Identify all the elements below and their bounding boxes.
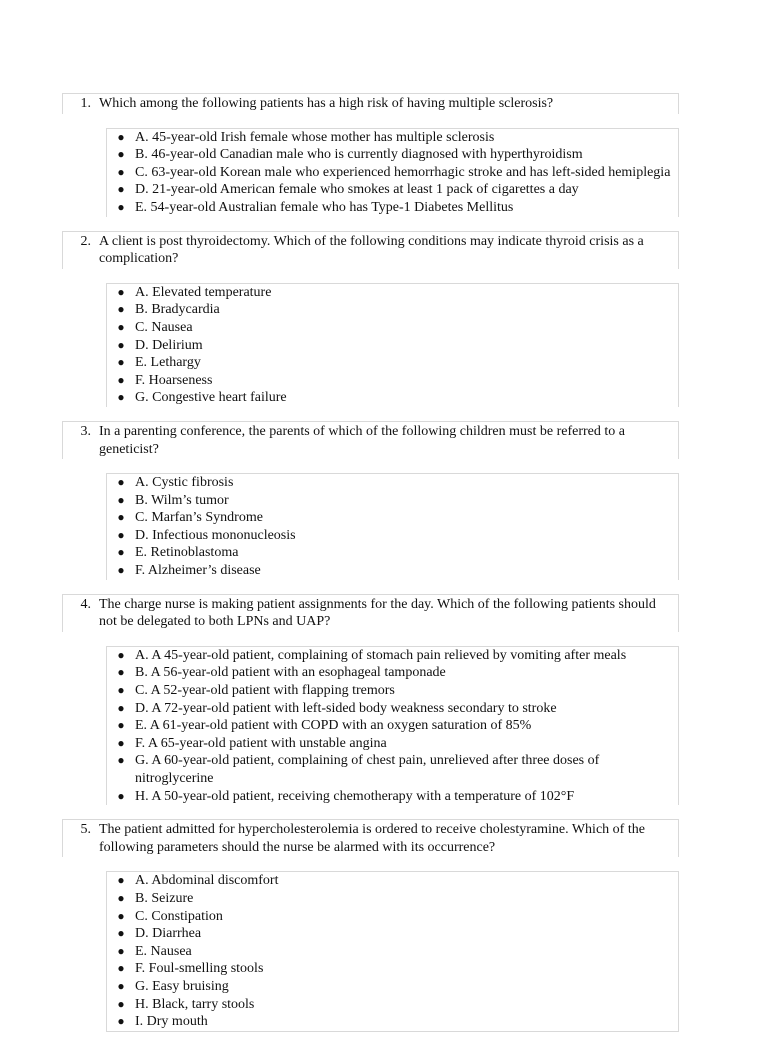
answer-option (107, 389, 678, 407)
number-gap (91, 821, 99, 856)
question-5 (62, 819, 679, 857)
answer-options (106, 128, 679, 217)
answer-option (107, 872, 678, 890)
bullet-icon: ● (117, 665, 125, 680)
question-4 (62, 594, 679, 632)
answer-option (107, 788, 678, 806)
bullet-icon: ● (117, 1014, 125, 1029)
option-text: C. 63-year-old Korean male who experienced hemorrhagic stroke and has left-sided hemiplegia (135, 164, 671, 180)
bullet-icon: ● (117, 788, 125, 803)
option-text: B. A 56-year-old patient with an esophageal tamponade (135, 665, 446, 681)
answer-option (107, 146, 678, 164)
answer-option (107, 199, 678, 217)
question-number: 1. (80, 96, 91, 111)
answer-option (107, 908, 678, 926)
bullet-icon: ● (117, 355, 125, 370)
option-text: E. Lethargy (135, 355, 201, 371)
answer-option (107, 735, 678, 753)
option-text: G. Easy bruising (135, 978, 229, 994)
answer-option (107, 544, 678, 562)
question-text: The charge nurse is making patient assignments for the day. Which of the following patients should not be delegated to both LPNs and UAP? (99, 596, 656, 630)
question-3 (62, 421, 679, 459)
answer-option (107, 925, 678, 943)
question-text: A client is post thyroidectomy. Which of the following conditions may indicate thyroid crisis as a complication? (99, 233, 644, 267)
option-text: A. 45-year-old Irish female whose mother has multiple sclerosis (135, 129, 495, 145)
option-text: A. A 45-year-old patient, complaining of stomach pain relieved by vomiting after meals (135, 647, 627, 663)
question-text: In a parenting conference, the parents of which of the following children must be referred to a geneticist? (99, 423, 625, 457)
answer-option (107, 164, 678, 182)
bullet-icon: ● (117, 753, 125, 768)
option-text: F. A 65-year-old patient with unstable angina (135, 735, 387, 751)
bullet-icon: ● (117, 718, 125, 733)
option-text: E. 54-year-old Australian female who has Type-1 Diabetes Mellitus (135, 199, 514, 215)
bullet-icon: ● (117, 372, 125, 387)
answer-options (106, 283, 679, 407)
bullet-icon: ● (117, 943, 125, 958)
number-gap (91, 423, 99, 458)
option-text: A. Abdominal discomfort (135, 873, 279, 889)
question-1 (62, 93, 679, 114)
answer-option (107, 682, 678, 700)
option-text: I. Dry mouth (135, 1014, 208, 1030)
answer-option (107, 752, 678, 787)
answer-option (107, 562, 678, 580)
answer-option (107, 492, 678, 510)
number-gap (91, 95, 99, 113)
answer-option (107, 960, 678, 978)
answer-options (106, 473, 679, 580)
option-text: E. A 61-year-old patient with COPD with an oxygen saturation of 85% (135, 718, 532, 734)
option-text: F. Hoarseness (135, 372, 213, 388)
bullet-icon: ● (117, 302, 125, 317)
option-text: D. Delirium (135, 337, 203, 353)
question-text: Which among the following patients has a high risk of having multiple sclerosis? (99, 96, 554, 111)
bullet-icon: ● (117, 890, 125, 905)
question-2 (62, 231, 679, 269)
bullet-icon: ● (117, 545, 125, 560)
answer-option (107, 647, 678, 665)
bullet-icon: ● (117, 908, 125, 923)
answer-option (107, 1013, 678, 1031)
answer-option (107, 284, 678, 302)
answer-option (107, 319, 678, 337)
bullet-icon: ● (117, 527, 125, 542)
option-text: H. Black, tarry stools (135, 996, 255, 1012)
option-text: C. Constipation (135, 908, 223, 924)
bullet-icon: ● (117, 647, 125, 662)
answer-option (107, 181, 678, 199)
bullet-icon: ● (117, 199, 125, 214)
answer-option (107, 509, 678, 527)
option-text: B. 46-year-old Canadian male who is currently diagnosed with hyperthyroidism (135, 147, 583, 163)
bullet-icon: ● (117, 563, 125, 578)
option-text: D. Diarrhea (135, 926, 202, 942)
bullet-icon: ● (117, 164, 125, 179)
bullet-icon: ● (117, 873, 125, 888)
answer-option (107, 129, 678, 147)
answer-option (107, 664, 678, 682)
option-text: D. Infectious mononucleosis (135, 527, 296, 543)
option-text: F. Alzheimer’s disease (135, 563, 261, 579)
answer-option (107, 354, 678, 372)
bullet-icon: ● (117, 319, 125, 334)
option-text: E. Retinoblastoma (135, 545, 239, 561)
answer-option (107, 301, 678, 319)
number-gap (91, 596, 99, 631)
answer-option (107, 474, 678, 492)
answer-option (107, 943, 678, 961)
answer-option (107, 337, 678, 355)
option-text: C. A 52-year-old patient with flapping tremors (135, 683, 395, 699)
bullet-icon: ● (117, 700, 125, 715)
answer-options (106, 646, 679, 805)
bullet-icon: ● (117, 683, 125, 698)
question-number: 5. (80, 822, 91, 838)
question-text: The patient admitted for hypercholesterolemia is ordered to receive cholestyramine. Which of the following parameters should the nurse be alarmed with its occurrence? (99, 822, 645, 855)
option-text: A. Elevated temperature (135, 284, 272, 300)
bullet-icon: ● (117, 147, 125, 162)
bullet-icon: ● (117, 337, 125, 352)
option-text: F. Foul-smelling stools (135, 961, 264, 977)
bullet-icon: ● (117, 996, 125, 1011)
answer-option (107, 700, 678, 718)
option-text: B. Seizure (135, 890, 194, 906)
option-text: G. A 60-year-old patient, complaining of chest pain, unrelieved after three doses of nitroglycerine (135, 753, 600, 786)
option-text: A. Cystic fibrosis (135, 475, 234, 491)
option-text: B. Bradycardia (135, 302, 220, 318)
question-number: 3. (80, 423, 91, 439)
bullet-icon: ● (117, 284, 125, 299)
bullet-icon: ● (117, 978, 125, 993)
bullet-icon: ● (117, 390, 125, 405)
option-text: C. Marfan’s Syndrome (135, 510, 263, 526)
answer-option (107, 372, 678, 390)
question-number: 4. (80, 596, 91, 612)
option-text: D. 21-year-old American female who smokes at least 1 pack of cigarettes a day (135, 182, 579, 198)
option-text: E. Nausea (135, 943, 192, 959)
option-text: D. A 72-year-old patient with left-sided body weakness secondary to stroke (135, 700, 557, 716)
bullet-icon: ● (117, 129, 125, 144)
bullet-icon: ● (117, 492, 125, 507)
option-text: B. Wilm’s tumor (135, 492, 229, 508)
answer-options (106, 871, 679, 1031)
bullet-icon: ● (117, 926, 125, 941)
answer-option (107, 717, 678, 735)
bullet-icon: ● (117, 961, 125, 976)
option-text: C. Nausea (135, 319, 193, 335)
answer-option (107, 527, 678, 545)
number-gap (91, 233, 99, 268)
bullet-icon: ● (117, 475, 125, 490)
question-number: 2. (80, 233, 91, 249)
answer-option (107, 890, 678, 908)
bullet-icon: ● (117, 182, 125, 197)
answer-option (107, 996, 678, 1014)
option-text: H. A 50-year-old patient, receiving chemotherapy with a temperature of 102°F (135, 788, 575, 804)
bullet-icon: ● (117, 510, 125, 525)
answer-option (107, 978, 678, 996)
question-sheet (62, 93, 679, 1046)
bullet-icon: ● (117, 735, 125, 750)
option-text: G. Congestive heart failure (135, 390, 287, 406)
